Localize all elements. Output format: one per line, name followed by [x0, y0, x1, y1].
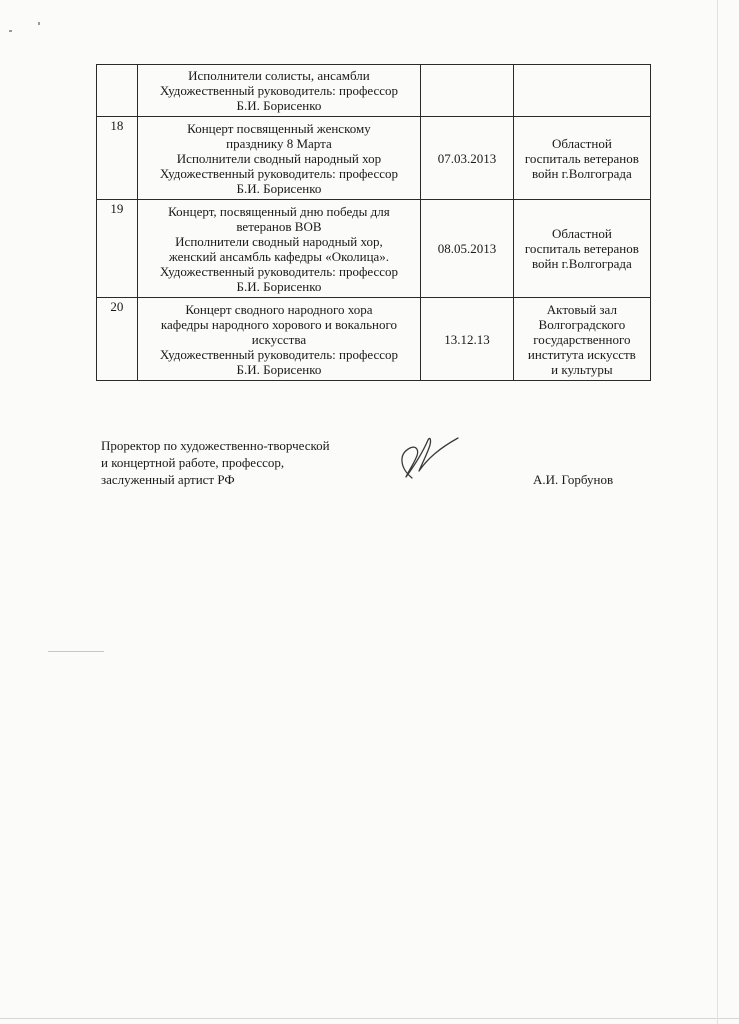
description-line: Исполнители сводный народный хор	[176, 150, 382, 166]
description-line: Б.И. Борисенко	[236, 361, 322, 377]
place-line: войн г.Волгограда	[531, 165, 632, 181]
signatory-title	[101, 437, 330, 488]
scan-speck	[717, 0, 718, 1024]
event-date	[421, 65, 514, 117]
description-line: Концерт посвященный женскому	[187, 120, 371, 136]
description-line: празднику 8 Марта	[226, 135, 332, 151]
row-number: 18	[97, 117, 138, 200]
event-place	[513, 298, 650, 381]
place-line: Волгоградского	[538, 316, 626, 332]
description-line: Художественный руководитель: профессор	[159, 346, 399, 362]
event-date: 07.03.2013	[421, 117, 514, 200]
table-row	[97, 117, 651, 200]
event-place	[513, 117, 650, 200]
row-number: 20	[97, 298, 138, 381]
event-description	[137, 298, 421, 381]
place-line: института искусств	[527, 346, 636, 362]
row-number: 19	[97, 200, 138, 298]
place-line: войн г.Волгограда	[531, 256, 632, 271]
signer-name: А.И. Горбунов	[533, 472, 614, 487]
event-description	[137, 200, 421, 298]
event-place	[513, 65, 650, 117]
place-line: Актовый зал	[546, 301, 617, 317]
place-line: и культуры	[551, 361, 613, 377]
place-line: Областной	[551, 135, 612, 151]
table-row	[97, 200, 651, 298]
description-line: Художественный руководитель: профессор	[159, 83, 399, 98]
description-line: Б.И. Борисенко	[236, 278, 322, 294]
signatory-title-line: Проректор по художественно-творческой	[101, 438, 330, 453]
description-line: Б.И. Борисенко	[236, 98, 322, 113]
description-line: ветеранов ВОВ	[236, 218, 322, 234]
table-row	[97, 298, 651, 381]
description-line: искусства	[251, 331, 307, 347]
description-line: Концерт, посвященный дню победы для	[168, 203, 390, 219]
description-line: Художественный руководитель: профессор	[159, 165, 399, 181]
scan-speck	[0, 1018, 739, 1019]
scan-speck	[48, 651, 104, 652]
place-line: государственного	[533, 331, 631, 347]
scan-speck	[38, 22, 40, 25]
event-date: 08.05.2013	[421, 200, 514, 298]
events-table	[96, 64, 651, 381]
signatory-title-line: и концертной работе, профессор,	[101, 455, 285, 470]
description-line: Б.И. Борисенко	[236, 180, 322, 196]
scan-speck	[9, 30, 12, 32]
description-line: женский ансамбль кафедры «Околица».	[168, 248, 390, 264]
description-line: Художественный руководитель: профессор	[159, 263, 399, 279]
handwritten-signature	[392, 428, 462, 484]
signatory-title-line: заслуженный артист РФ	[101, 472, 235, 487]
place-line: госпиталь ветеранов	[524, 241, 639, 256]
description-line: кафедры народного хорового и вокального	[160, 316, 398, 332]
event-place	[513, 200, 650, 298]
description-line: Концерт сводного народного хора	[185, 301, 373, 317]
row-number	[97, 65, 138, 117]
place-line: Областной	[551, 226, 612, 241]
event-description	[137, 65, 421, 117]
place-line: госпиталь ветеранов	[524, 150, 639, 166]
description-line: Исполнители солисты, ансамбли	[188, 68, 370, 83]
event-description	[137, 117, 421, 200]
event-date: 13.12.13	[421, 298, 514, 381]
description-line: Исполнители сводный народный хор,	[175, 233, 383, 249]
table-row	[97, 65, 651, 117]
